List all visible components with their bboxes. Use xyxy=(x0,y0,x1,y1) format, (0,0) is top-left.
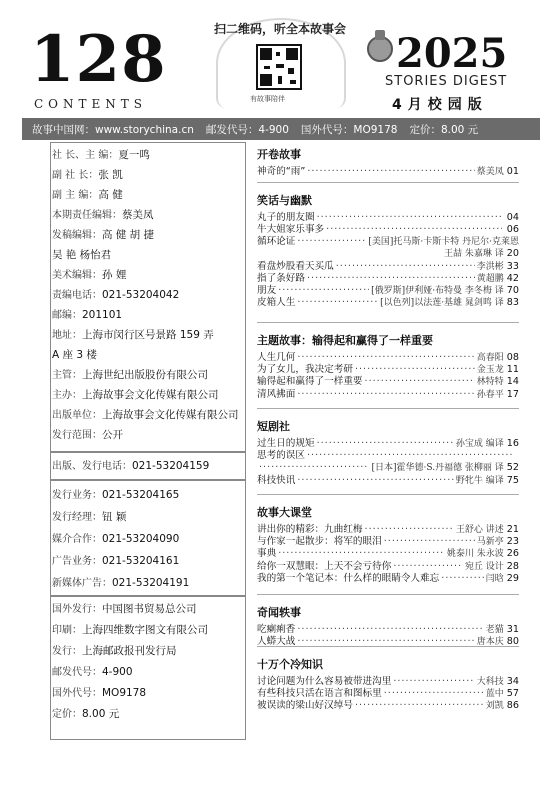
toc-author: 宛丘 设计 xyxy=(464,561,504,572)
toc-title: 吃瘌痢香 xyxy=(257,624,296,635)
toc-page: 52 xyxy=(506,462,519,474)
toc-leader xyxy=(326,224,502,236)
masthead-value: 上海故事会文化传媒有限公司 xyxy=(102,409,239,421)
toc-leader xyxy=(297,636,474,648)
toc-leader xyxy=(355,700,484,712)
masthead-row xyxy=(52,188,123,203)
toc-entry[interactable] xyxy=(257,389,519,401)
toc-title: 看盘炒股看天买瓜 xyxy=(257,260,334,272)
toc-entry[interactable] xyxy=(257,676,519,688)
toc-title: 循环论证 xyxy=(257,236,296,248)
masthead-key: 副 社 长： xyxy=(52,170,99,181)
toc-title: 事典 xyxy=(257,548,277,560)
masthead-row xyxy=(52,208,154,223)
masthead-value: 夏一鸣 xyxy=(118,149,150,161)
toc-author: 刘凯 xyxy=(485,701,504,712)
toc-title: 丸子的朋友圈 xyxy=(257,212,315,223)
toc-entry[interactable] xyxy=(257,352,519,364)
toc-leader xyxy=(365,376,475,388)
masthead-row xyxy=(52,623,208,638)
toc-page: 86 xyxy=(506,700,519,712)
toc-author: [俄罗斯]伊利娅·布特曼 李冬梅 译 xyxy=(371,286,504,296)
toc-title: 指了条好路 xyxy=(257,272,305,284)
toc-leader xyxy=(393,676,474,688)
toc-author: 王舒心 讲述 xyxy=(455,525,504,535)
masthead-key: 发行范围： xyxy=(52,430,102,441)
toc-leader xyxy=(297,352,474,364)
toc-author: 林特特 xyxy=(476,377,504,388)
masthead-key: 媒介合作： xyxy=(52,534,102,545)
toc-leader xyxy=(297,236,366,248)
masthead-value: 201101 xyxy=(82,309,123,321)
section-title: 故事大课堂 xyxy=(257,506,312,519)
masthead-value: 高 健 胡 捷 xyxy=(102,229,155,241)
domestic-code: 邮发代号：4-900 xyxy=(205,123,289,136)
toc-entry[interactable] xyxy=(257,636,519,648)
toc-entry[interactable] xyxy=(257,561,519,573)
masthead-key: 国外发行： xyxy=(52,604,102,615)
masthead-row xyxy=(52,428,123,443)
toc-title: 牛大姐家乐事多 xyxy=(257,224,325,236)
masthead-key: 广告业务： xyxy=(52,556,102,567)
globe-mascot-icon xyxy=(367,36,393,62)
toc-author: 李洪彬 xyxy=(476,261,504,272)
toc-page: 08 xyxy=(506,352,519,363)
section-title: 主题故事：输得起和赢得了一样重要 xyxy=(257,334,433,347)
section-divider xyxy=(257,322,519,323)
masthead-row xyxy=(52,459,209,474)
toc-entry[interactable] xyxy=(257,438,519,450)
toc-page: 21 xyxy=(506,524,519,535)
section-title: 开卷故事 xyxy=(257,148,301,161)
toc-page: 20 xyxy=(506,248,519,260)
toc-page: 14 xyxy=(506,376,519,388)
masthead-row xyxy=(52,248,111,263)
masthead-value: 蔡美凤 xyxy=(122,209,154,221)
toc-leader xyxy=(259,462,369,474)
toc-title: 与作家一起散步：将军的眼泪 xyxy=(257,536,382,548)
website-link[interactable]: 故事中国网：www.storychina.cn xyxy=(32,123,194,136)
toc-author: [美国]托马斯·卡斯卡特 丹尼尔·克莱恩 xyxy=(368,237,519,248)
section-title: 奇闻轶事 xyxy=(257,606,301,619)
masthead-key: 主办： xyxy=(52,390,82,401)
intl-code: 国外代号：MO9178 xyxy=(300,123,398,136)
masthead-value: 上海四维数字图文有限公司 xyxy=(82,624,208,636)
toc-leader xyxy=(297,389,474,401)
masthead-value: 上海市闵行区号景路 159 弄 xyxy=(82,329,214,341)
toc-page: 83 xyxy=(506,297,519,309)
toc-leader xyxy=(307,166,474,178)
masthead-value: 上海世纪出版股份有限公司 xyxy=(82,369,208,381)
toc-page: 31 xyxy=(506,624,519,635)
section-title: 十万个冷知识 xyxy=(257,658,323,671)
issue-year: 2025 xyxy=(396,30,508,77)
toc-page: 06 xyxy=(506,224,519,236)
toc-entry[interactable] xyxy=(257,624,519,636)
masthead-key: 社 长、主 编： xyxy=(52,150,119,161)
toc-page: 23 xyxy=(506,536,519,548)
masthead-row xyxy=(52,488,179,503)
toc-author: 黄超鹏 xyxy=(476,273,504,284)
masthead-value: 021-53204042 xyxy=(102,289,180,301)
toc-leader xyxy=(297,624,483,636)
toc-title: 清风拂面 xyxy=(257,388,296,400)
section-divider xyxy=(257,594,519,595)
masthead-row xyxy=(52,665,133,680)
toc-entry[interactable] xyxy=(257,273,519,285)
toc-title: 讲出你的精彩：九曲红梅 xyxy=(257,524,363,535)
masthead-row xyxy=(52,707,119,722)
masthead-row xyxy=(52,268,126,283)
toc-author: 野牝牛 编译 xyxy=(455,475,504,486)
toc-leader xyxy=(365,524,454,536)
toc-translator: 王喆 朱嘉琳 译 xyxy=(444,249,504,260)
masthead-row xyxy=(52,288,179,303)
masthead-row xyxy=(52,168,123,183)
toc-entry[interactable] xyxy=(257,376,519,388)
edition-label: 4月校园版 xyxy=(392,97,488,113)
toc-title: 科技快讯 xyxy=(257,474,296,486)
masthead-value: 021-53204165 xyxy=(102,489,180,501)
masthead-value: 8.00 元 xyxy=(82,708,120,720)
masthead-value: 4-900 xyxy=(102,666,133,678)
info-bar xyxy=(22,118,540,140)
toc-translator-line xyxy=(257,248,519,260)
masthead-row xyxy=(52,532,179,547)
masthead-row xyxy=(52,308,122,323)
toc-leader xyxy=(384,688,484,700)
toc-title: 人生几何 xyxy=(257,352,296,363)
qr-slogan: 扫二维码，听全本故事会 xyxy=(214,22,347,36)
masthead-row xyxy=(52,576,189,591)
toc-page: 34 xyxy=(506,676,519,687)
toc-author: 孙春平 xyxy=(476,389,504,400)
masthead-key: 发稿编辑： xyxy=(52,230,102,241)
toc-title: 朋友 xyxy=(257,285,277,296)
toc-entry[interactable] xyxy=(257,364,519,376)
masthead-row xyxy=(52,148,150,163)
qr-caption: 有故事陪伴 xyxy=(250,95,285,103)
toc-entry[interactable] xyxy=(257,536,519,548)
toc-page: 28 xyxy=(506,560,519,572)
masthead-row xyxy=(52,368,208,383)
masthead-row xyxy=(52,348,97,363)
toc-author: [日本]霍华德·S.丹福德 张柳丽 译 xyxy=(371,463,504,474)
toc-author: 大科技 xyxy=(476,677,504,687)
toc-title: 神奇的“雨” xyxy=(257,166,306,177)
toc-entry[interactable] xyxy=(257,524,519,536)
toc-author: 闫晗 xyxy=(485,573,504,584)
toc-title: 给你一双慧眼：上天不会亏待你 xyxy=(257,560,392,572)
toc-entry[interactable] xyxy=(257,548,519,560)
toc-entry[interactable] xyxy=(257,475,519,487)
masthead-row xyxy=(52,388,219,403)
toc-page: 80 xyxy=(506,636,519,648)
masthead-key: 定价： xyxy=(52,709,82,720)
toc-page: 16 xyxy=(506,438,519,449)
masthead-key: 美术编辑： xyxy=(52,270,102,281)
toc-page: 17 xyxy=(506,388,519,400)
toc-title: 为了女儿，我决定考研 xyxy=(257,364,353,376)
masthead-value: 吴 艳 杨怡君 xyxy=(52,249,112,261)
toc-author: [以色列]以法莲·基雄 晁剑鸣 译 xyxy=(380,298,504,309)
toc-page: 04 xyxy=(506,212,519,223)
section-divider xyxy=(257,182,519,183)
qr-block[interactable] xyxy=(210,14,360,114)
toc-title: 过生日的规矩 xyxy=(257,438,315,449)
toc-entry[interactable] xyxy=(257,450,519,462)
toc-title: 有些科技只活在语言和图标里 xyxy=(257,688,382,700)
masthead-key: 发行业务： xyxy=(52,490,102,501)
masthead-key: 出版、发行电话： xyxy=(52,461,132,472)
toc-leader xyxy=(297,475,454,487)
toc-author: 金玉龙 xyxy=(476,365,504,376)
toc-page: 42 xyxy=(506,272,519,284)
toc-entry[interactable] xyxy=(257,285,519,297)
masthead-key: 邮编： xyxy=(52,310,82,321)
toc-title: 思考的误区 xyxy=(257,450,305,462)
qr-code-icon[interactable] xyxy=(256,44,302,90)
masthead-key: 出版单位： xyxy=(52,410,102,421)
toc-entry[interactable] xyxy=(257,261,519,273)
toc-entry[interactable] xyxy=(257,224,519,236)
masthead-value: 021-53204161 xyxy=(102,555,180,567)
toc-entry[interactable] xyxy=(257,700,519,712)
toc-leader xyxy=(317,438,454,450)
masthead-value: 钮 颖 xyxy=(102,511,127,523)
toc-author: 姚泰川 朱永波 xyxy=(446,549,504,560)
toc-entry[interactable] xyxy=(257,297,519,309)
masthead-row xyxy=(52,510,126,525)
masthead-row xyxy=(52,328,214,343)
masthead-key: 本期责任编辑： xyxy=(52,210,122,221)
toc-page: 33 xyxy=(506,260,519,272)
toc-leader xyxy=(355,364,475,376)
masthead-row xyxy=(52,554,179,569)
masthead-value: MO9178 xyxy=(102,687,147,699)
masthead xyxy=(50,142,246,758)
masthead-key: 印刷： xyxy=(52,625,82,636)
toc-author: 唐本庆 xyxy=(476,637,504,648)
masthead-row xyxy=(52,408,239,423)
toc-page: 11 xyxy=(506,364,519,376)
toc-page: 57 xyxy=(506,688,519,700)
toc-leader xyxy=(317,212,502,224)
toc-title: 讨论问题为什么容易被带进沟里 xyxy=(257,676,392,687)
section-title: 笑话与幽默 xyxy=(257,194,312,207)
toc-author: 老猫 xyxy=(485,625,504,635)
toc-title: 人蟒大战 xyxy=(257,636,296,648)
toc-entry[interactable] xyxy=(257,462,519,474)
toc-leader xyxy=(336,261,475,273)
masthead-key: 发行经理： xyxy=(52,512,102,523)
masthead-value: 021-53204090 xyxy=(102,533,180,545)
masthead-key: 责编电话： xyxy=(52,290,102,301)
masthead-value: 中国图书贸易总公司 xyxy=(102,603,197,615)
masthead-row xyxy=(52,644,177,659)
masthead-key: 邮发代号： xyxy=(52,667,102,678)
toc-author: 蓝中 xyxy=(485,689,504,700)
masthead-value: 021-53204159 xyxy=(132,460,210,472)
toc-leader xyxy=(393,561,463,573)
toc-author: 蔡美凤 xyxy=(476,167,504,177)
toc-entry[interactable] xyxy=(257,212,519,224)
masthead-row xyxy=(52,686,146,701)
masthead-value: 孙 娌 xyxy=(102,269,127,281)
masthead-key: 副 主 编： xyxy=(52,190,99,201)
section-title: 短剧社 xyxy=(257,420,290,433)
contents-label: CONTENTS xyxy=(34,97,148,111)
masthead-key: 国外代号： xyxy=(52,688,102,699)
toc-page: 70 xyxy=(506,285,519,296)
masthead-value: 021-53204191 xyxy=(112,577,190,589)
toc-leader xyxy=(278,548,445,560)
masthead-row xyxy=(52,602,197,617)
masthead-key: 发行： xyxy=(52,646,82,657)
toc-entry[interactable] xyxy=(257,688,519,700)
masthead-value: 高 健 xyxy=(98,189,123,201)
toc-entry[interactable] xyxy=(257,573,519,585)
brand-name: STORIES DIGEST xyxy=(385,74,508,89)
section-divider xyxy=(257,494,519,495)
toc-leader xyxy=(297,297,378,309)
price: 定价：8.00 元 xyxy=(409,123,479,136)
toc-leader xyxy=(307,273,475,285)
masthead-row xyxy=(52,228,154,243)
toc-title: 我的第一个笔记本：什么样的眼睛令人难忘 xyxy=(257,572,440,584)
masthead-value: 公开 xyxy=(102,429,123,441)
toc-leader xyxy=(307,450,514,462)
toc-title: 输得起和赢得了一样重要 xyxy=(257,376,363,388)
toc-page: 75 xyxy=(506,474,519,486)
toc-leader xyxy=(384,536,475,548)
section-divider xyxy=(257,408,519,409)
toc-page: 26 xyxy=(506,548,519,560)
toc-author: 高春阳 xyxy=(476,353,504,363)
masthead-value: 上海邮政报刊发行局 xyxy=(82,645,177,657)
masthead-value: 张 凯 xyxy=(98,169,123,181)
toc-entry[interactable] xyxy=(257,236,519,248)
toc-page: 29 xyxy=(506,572,519,584)
masthead-value: 上海故事会文化传媒有限公司 xyxy=(82,389,219,401)
masthead-value: A 座 3 楼 xyxy=(52,349,97,361)
toc-title: 被误读的梁山好汉绰号 xyxy=(257,700,353,712)
masthead-key: 新媒体广告： xyxy=(52,578,112,589)
toc-leader xyxy=(278,285,369,297)
toc-leader xyxy=(441,573,483,585)
toc-author: 马新亭 xyxy=(476,537,504,548)
toc-author: 孙宝成 编译 xyxy=(455,439,504,449)
masthead-key: 地址： xyxy=(52,330,82,341)
toc-page: 01 xyxy=(506,166,519,177)
issue-number: 128 xyxy=(30,22,167,97)
toc-title: 皮箱人生 xyxy=(257,297,296,309)
toc-entry[interactable] xyxy=(257,166,519,178)
masthead-key: 主管： xyxy=(52,370,82,381)
